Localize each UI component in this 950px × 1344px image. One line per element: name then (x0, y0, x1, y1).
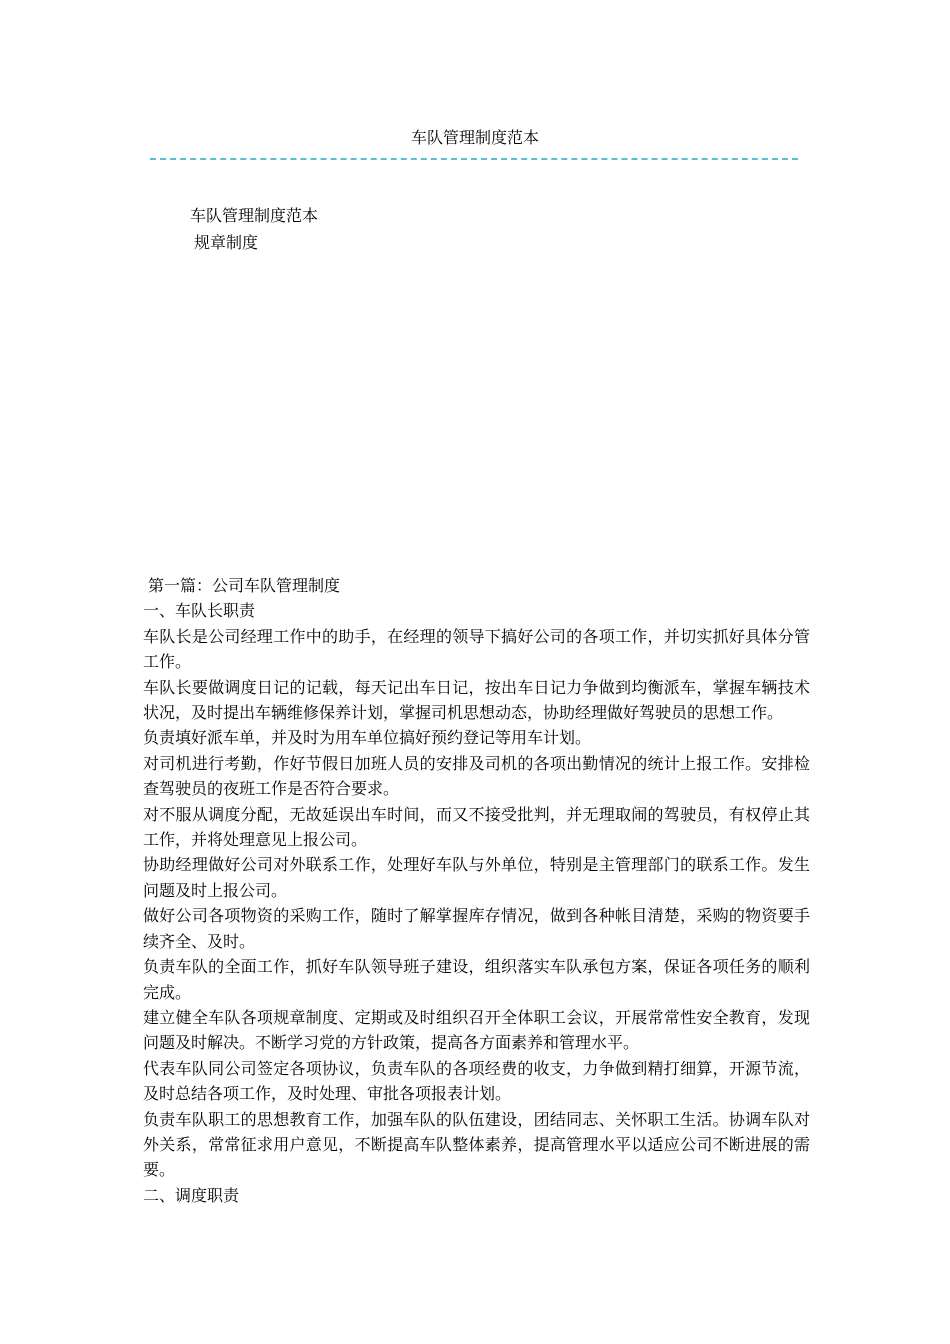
intro-block (190, 202, 318, 256)
body-paragraph: 车队长是公司经理工作中的助手，在经理的领导下搞好公司的各项工作，并切实抓好具体分管工作。 (143, 626, 810, 672)
body-paragraph: 对司机进行考勤，作好节假日加班人员的安排及司机的各项出勤情况的统计上报工作。安排检查驾驶员的夜班工作是否符合要求。 (143, 753, 810, 799)
body-paragraph: 负责填好派车单，并及时为用车单位搞好预约登记等用车计划。 (143, 728, 592, 748)
body-paragraph: 负责车队职工的思想教育工作，加强车队的队伍建设，团结同志、关怀职工生活。协调车队对外关系，常常征求用户意见，不断提高车队整体素养，提高管理水平以适应公司不断进展的需要。 (143, 1109, 810, 1180)
body-paragraph: 协助经理做好公司对外联系工作，处理好车队与外单位，特别是主管理部门的联系工作。发生问题及时上报公司。 (143, 855, 810, 900)
document-title: 车队管理制度范本 (190, 206, 319, 225)
header-dashed-rule (150, 158, 798, 160)
page-header-title: 车队管理制度范本 (410, 128, 539, 147)
body-paragraph: 对不服从调度分配，无故延误出车时间，而又不接受批判，并无理取闹的驾驶员，有权停止其工作，并将处理意见上报公司。 (143, 804, 810, 850)
section-heading: 二、调度职责 (143, 1185, 240, 1205)
body-paragraph: 代表车队同公司签定各项协议，负责车队的各项经费的收支，力争做到精打细算，开源节流，及时总结各项工作，及时处理、审批各项报表计划。 (143, 1058, 810, 1104)
document-subtitle: 规章制度 (194, 233, 259, 252)
body-paragraph: 负责车队的全面工作，抓好车队领导班子建设，组织落实车队承包方案，保证各项任务的顺利完成。 (143, 957, 810, 1002)
document-body (143, 573, 810, 1208)
body-paragraph: 车队长要做调度日记的记载，每天记出车日记，按出车日记力争做到均衡派车，掌握车辆技术状况，及时提出车辆维修保养计划，掌握司机思想动态，协助经理做好驾驶员的思想工作。 (143, 677, 810, 723)
chapter-heading: 第一篇：公司车队管理制度 (148, 576, 341, 595)
body-paragraph: 建立健全车队各项规章制度、定期或及时组织召开全体职工会议，开展常常性安全教育，发现问题及时解决。不断学习党的方针政策，提高各方面素养和管理水平。 (143, 1007, 810, 1053)
section-heading: 一、车队长职责 (143, 601, 256, 621)
body-paragraph: 做好公司各项物资的采购工作，随时了解掌握库存情况，做到各种帐目清楚，采购的物资要手续齐全、及时。 (143, 906, 810, 951)
